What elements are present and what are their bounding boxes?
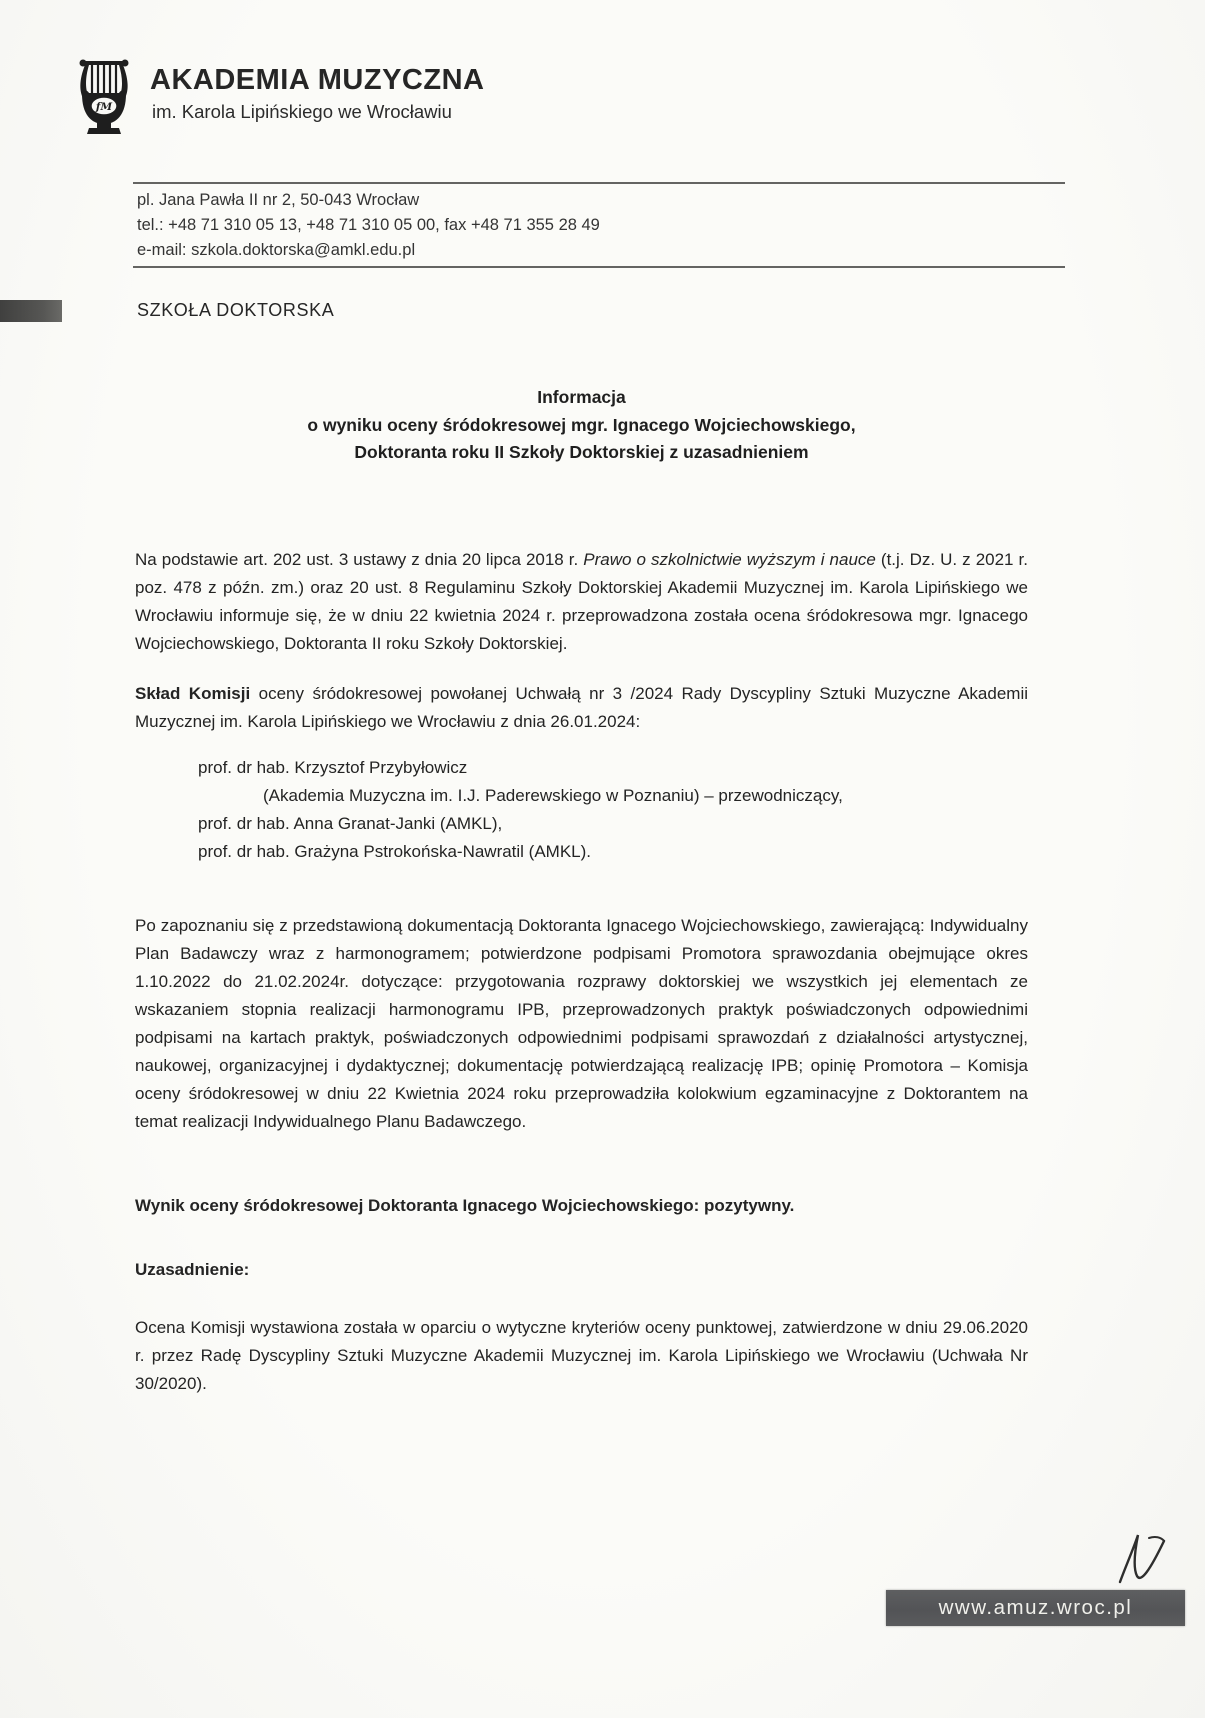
document-title <box>135 384 1028 467</box>
paragraph-committee-intro <box>135 680 1028 736</box>
paragraph-evaluation-procedure: Po zapoznaniu się z przedstawioną dokumentacją Doktoranta Ignacego Wojciechowskiego, zawierającą: Indywidualny Plan Badawczy wraz z harmonogramem; potwierdzone podpisami Promotora sprawozdania obejmujące okres 1.10.2022 do 21.02.2024r. dotyczące: przygotowania rozprawy doktorskiej we wszystkich jej elementach ze wskazaniem stopnia realizacji harmonogramu IPB, przeprowadzonych praktyk poświadczonych odpowiednimi podpisami na kartach praktyk, poświadczonych odpowiednimi podpisami sprawozdań z działalności artystycznej, naukowej, organizacyjnej i dydaktycznej; dokumentację potwierdzającą realizację IPB; opinię Promotora – Komisja oceny śródokresowej w dniu 22 Kwietnia 2024 roku przeprowadziła kolokwium egzaminacyjne z Doktorantem na temat realizacji Indywidualnego Planu Badawczego. <box>135 916 1028 1131</box>
committee-intro-rest: oceny śródokresowej powołanej Uchwałą nr 3 /2024 Rady Dyscypliny Sztuki Muzyczne Akademii Muzycznej im. Karola Lipińskiego we Wrocławiu z dnia 26.01.2024: <box>135 684 1029 731</box>
handwritten-paraph-icon <box>1112 1528 1174 1590</box>
legal-basis-text: Na podstawie art. 202 ust. 3 ustawy z dnia 20 lipca 2018 r. <box>135 550 584 569</box>
legal-basis-act-title: Prawo o szkolnictwie wyższym i nauce <box>583 550 876 569</box>
website-banner <box>886 1590 1185 1626</box>
paragraph-legal-basis <box>135 546 1028 658</box>
org-name: AKADEMIA MUZYCZNA <box>150 64 485 96</box>
lyre-icon <box>74 56 134 140</box>
committee-member: prof. dr hab. Anna Granat-Janki (AMKL), <box>198 814 503 833</box>
committee-member-affiliation: (Akademia Muzyczna im. I.J. Paderewskiego w Poznaniu) – przewodniczący, <box>263 786 843 805</box>
justification-heading: Uzasadnienie: <box>135 1260 250 1279</box>
org-subname: im. Karola Lipińskiego we Wrocławiu <box>152 101 452 122</box>
title-line-1: Informacja <box>537 387 626 407</box>
committee-member: prof. dr hab. Krzysztof Przybyłowicz <box>198 758 468 777</box>
paragraph-justification: Ocena Komisji wystawiona została w oparciu o wytyczne kryteriów oceny punktowej, zatwierdzone w dniu 29.06.2020 r. przez Radę Dyscypliny Sztuki Muzyczne Akademii Muzycznej im. Karola Lipińskiego we Wrocławiu (Uchwała Nr 30/2020). <box>135 1318 1028 1393</box>
title-line-3: Doktoranta roku II Szkoły Doktorskiej z uzasadnieniem <box>354 442 809 462</box>
header-divider-bottom <box>133 266 1065 268</box>
committee-member: prof. dr hab. Grażyna Pstrokońska-Nawratil (AMKL). <box>198 842 592 861</box>
contact-phone: tel.: +48 71 310 05 13, +48 71 310 05 00, fax +48 71 355 28 49 <box>137 216 600 234</box>
contact-address: pl. Jana Pawła II nr 2, 50-043 Wrocław <box>137 191 420 209</box>
title-line-2: o wyniku oceny śródokresowej mgr. Ignacego Wojciechowskiego, <box>307 414 856 435</box>
contact-email: e-mail: szkola.doktorska@amkl.edu.pl <box>137 241 416 259</box>
evaluation-result: Wynik oceny śródokresowej Doktoranta Ignacego Wojciechowskiego: pozytywny. <box>135 1196 795 1215</box>
svg-text:fM: fM <box>95 101 113 113</box>
legal-basis-continuation: (t.j. Dz. U. z 2021 r. poz. 478 z późn. zm.) oraz 20 ust. 8 Regulaminu Szkoły Doktorskiej Akademii Muzycznej im. Karola Lipińskiego we Wrocławiu informuje się, że w dniu 22 kwietnia 2024 r. przeprowadzona została ocena śródokresowa mgr. Ignacego Wojciechowskiego, Doktoranta II roku Szkoły Doktorskiej. <box>135 550 1028 653</box>
committee-intro-lead: Skład Komisji <box>135 684 251 703</box>
left-edge-tab <box>0 300 62 322</box>
department-name: SZKOŁA DOKTORSKA <box>137 300 335 320</box>
contact-block <box>137 188 600 263</box>
committee-list <box>135 754 1028 866</box>
header-divider-top <box>133 182 1065 184</box>
website-url: www.amuz.wroc.pl <box>938 1596 1133 1619</box>
